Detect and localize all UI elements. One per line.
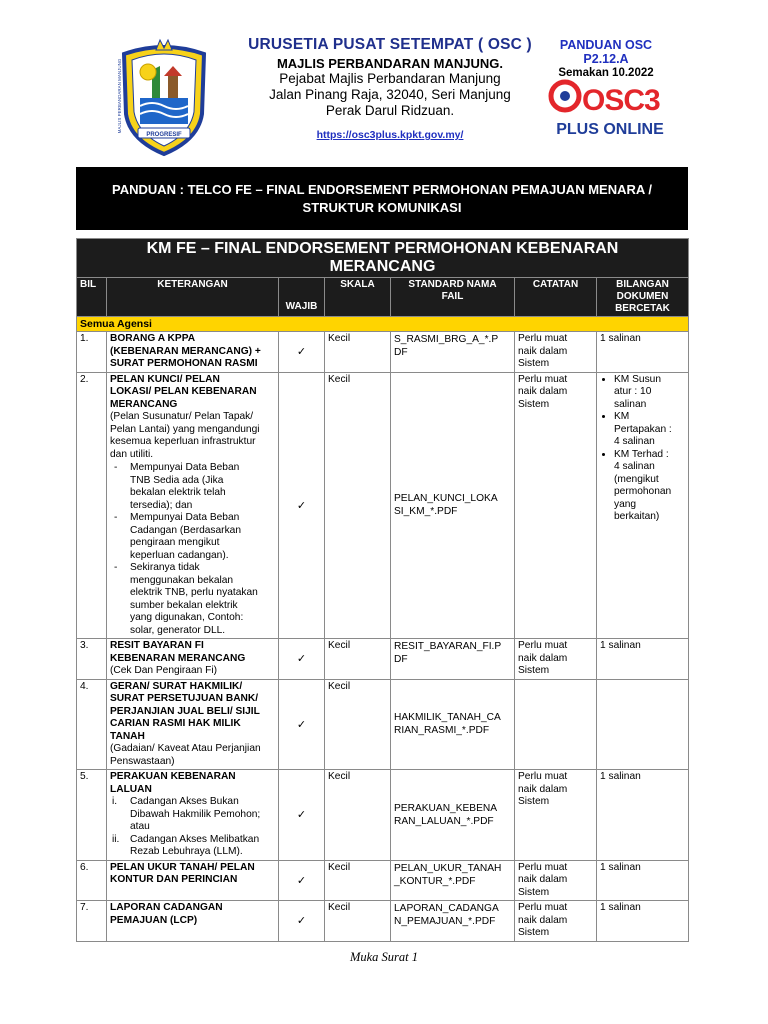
row-title: KEBENARAN MERANCANG (110, 652, 246, 664)
catatan-line: naik dalam (518, 386, 568, 397)
col-standard-line-2: FAIL (441, 291, 464, 302)
row-file-name (391, 860, 515, 901)
copies-item: • KM Pertapakan : 4 salinan (614, 411, 685, 449)
row-catatan (515, 372, 597, 639)
catatan-line: naik dalam (518, 874, 568, 885)
copies-list (600, 374, 685, 524)
catatan-line: naik dalam (518, 914, 568, 926)
row-title: RESIT BAYARAN FI (110, 640, 204, 651)
table-title-row (77, 239, 689, 278)
row-title: LOKASI/ PELAN KEBENARAN (110, 386, 257, 397)
row-title: PELAN UKUR TANAH/ PELAN (110, 861, 255, 873)
crest-ring-text: MAJLIS PERBANDARAN MANJUNG (117, 58, 122, 134)
table-row (77, 770, 689, 861)
row-title: MERANCANG (110, 398, 178, 410)
crest-motto: PROGRESIF (146, 132, 182, 138)
access-case-item: ii. Cadangan Akses Melibatkan Rezab Lebuhraya (LLM). (112, 833, 260, 857)
file-name-line: PELAN_UKUR_TANAH (394, 862, 502, 874)
row-number: 6. (77, 860, 107, 901)
file-name-line: HAKMILIK_TANAH_CA (394, 712, 501, 724)
document-checklist-table (76, 238, 689, 942)
row-title: TANAH (110, 730, 145, 742)
row-bilangan: 1 salinan (597, 639, 689, 680)
copies-item: • KM Susun atur : 10 salinan (614, 374, 685, 412)
council-crest-logo (112, 36, 216, 160)
wajib-check-icon: ✓ (279, 332, 325, 373)
row-title: PEMAJUAN (LCP) (110, 914, 198, 926)
plus-online-text: PLUS ONLINE (556, 121, 664, 138)
catatan-line: Perlu muat (518, 902, 568, 913)
table-row (77, 639, 689, 680)
row-note: dan utiliti. (110, 448, 154, 460)
row-title: SURAT PERSETUJUAN BANK/ (110, 693, 259, 704)
row-number: 3. (77, 639, 107, 680)
row-title: KONTUR DAN PERINCIAN (110, 874, 238, 885)
row-description (107, 901, 279, 942)
row-file-name (391, 679, 515, 770)
catatan-line: Sistem (518, 796, 550, 807)
col-keterangan: KETERANGAN (107, 278, 279, 317)
col-bilangan-line-1: BILANGAN (616, 279, 669, 290)
table-title-line-1: KM FE – FINAL ENDORSEMENT PERMOHONAN KEBENARAN (146, 240, 619, 257)
file-name-line: PELAN_KUNCI_LOKA (394, 493, 498, 505)
row-title: GERAN/ SURAT HAKMILIK/ (110, 680, 243, 692)
table-row (77, 332, 689, 373)
row-title: LALUAN (110, 783, 152, 795)
wajib-check-icon: ✓ (279, 679, 325, 770)
row-skala: Kecil (325, 639, 391, 680)
portal-link[interactable]: https://osc3plus.kpkt.gov.my/ (316, 129, 464, 141)
catatan-line: Sistem (518, 927, 550, 938)
row-bilangan: 1 salinan (597, 860, 689, 901)
catatan-line: naik dalam (518, 345, 568, 357)
col-skala: SKALA (325, 278, 391, 317)
wajib-check-icon: ✓ (279, 639, 325, 680)
row-note: (Gadaian/ Kaveat Atau Perjanjian (110, 743, 261, 754)
row-skala: Kecil (325, 901, 391, 942)
file-name-line: RIAN_RASMI_*.PDF (394, 725, 490, 737)
row-catatan (515, 639, 597, 680)
organisation-name: URUSETIA PUSAT SETEMPAT ( OSC ) (248, 36, 532, 53)
row-skala: Kecil (325, 860, 391, 901)
col-wajib: WAJIB (279, 278, 325, 317)
row-catatan (515, 860, 597, 901)
council-name: MAJLIS PERBANDARAN MANJUNG. (276, 56, 504, 71)
access-case-item: i. Cadangan Akses Bukan Dibawah Hakmilik Pemohon; atau (112, 796, 261, 832)
row-description (107, 332, 279, 373)
catatan-line: Perlu muat (518, 771, 568, 782)
row-note: Penswastaan) (110, 755, 175, 767)
table-row (77, 679, 689, 770)
section-row (77, 317, 689, 332)
row-bilangan: 1 salinan (597, 901, 689, 942)
row-note: Pelan Lantai) yang mengandungi (110, 423, 260, 435)
table-row (77, 901, 689, 942)
row-title: SURAT PERMOHONAN RASMI (110, 358, 258, 369)
document-reference (536, 38, 676, 79)
row-file-name (391, 372, 515, 639)
row-catatan (515, 332, 597, 373)
guide-title-banner (76, 167, 688, 230)
table-row (77, 860, 689, 901)
file-name-line: S_RASMI_BRG_A_*.P (394, 334, 499, 345)
row-file-name (391, 639, 515, 680)
row-file-name (391, 901, 515, 942)
col-bilangan-dokumen (597, 278, 689, 317)
col-bil: BIL (77, 278, 107, 317)
catatan-line: naik dalam (518, 783, 568, 795)
section-label: Semua Agensi (77, 317, 689, 332)
row-number: 5. (77, 770, 107, 861)
row-bilangan: 1 salinan (597, 332, 689, 373)
row-file-name (391, 770, 515, 861)
file-name-line: DF (394, 347, 408, 358)
col-bilangan-line-2: DOKUMEN (616, 291, 669, 302)
file-name-line: PERAKUAN_KEBENA (394, 802, 498, 814)
row-catatan (515, 770, 597, 861)
row-skala: Kecil (325, 332, 391, 373)
address-line-2: Jalan Pinang Raja, 32040, Seri Manjung (269, 87, 511, 102)
catatan-line: naik dalam (518, 652, 568, 664)
table-header-row (77, 278, 689, 317)
row-description (107, 679, 279, 770)
row-number: 2. (77, 372, 107, 639)
requirement-item: - Sekiranya tidak menggunakan bekalan elektrik TNB, perlu nyatakan sumber bekalan elektrik yang digunakan, Contoh: solar, generator DLL. (130, 562, 275, 637)
wajib-check-icon: ✓ (279, 860, 325, 901)
catatan-line: Perlu muat (518, 640, 568, 651)
table-row (77, 372, 689, 639)
banner-line-2: STRUKTUR KOMUNIKASI (302, 199, 462, 215)
catatan-line: Sistem (518, 358, 550, 369)
file-name-line: N_PEMAJUAN_*.PDF (394, 916, 496, 927)
wajib-check-icon: ✓ (279, 770, 325, 861)
file-name-line: RAN_LALUAN_*.PDF (394, 815, 494, 827)
row-number: 1. (77, 332, 107, 373)
row-title: BORANG A KPPA (110, 333, 196, 344)
row-description (107, 372, 279, 639)
letterhead (240, 36, 540, 143)
row-title: PELAN KUNCI/ PELAN (110, 373, 220, 385)
row-title: CARIAN RASMI HAK MILIK (110, 718, 241, 729)
row-title: PERJANJIAN JUAL BELI/ SIJIL (110, 705, 260, 717)
access-case-list (110, 796, 275, 859)
osc3-mark: OSC3 (582, 84, 660, 117)
row-skala: Kecil (325, 372, 391, 639)
row-description (107, 770, 279, 861)
row-note: (Cek Dan Pengiraan Fi) (110, 665, 218, 676)
catatan-line: Sistem (518, 398, 550, 410)
catatan-line: Sistem (518, 886, 550, 898)
row-title: PERAKUAN KEBENARAN (110, 771, 236, 782)
address-line-1: Pejabat Majlis Perbandaran Manjung (279, 71, 501, 86)
row-description (107, 639, 279, 680)
row-number: 7. (77, 901, 107, 942)
row-title: LAPORAN CADANGAN (110, 902, 223, 913)
copies-item: • KM Terhad : 4 salinan (mengikut permohonan yang berkaitan) (614, 449, 685, 524)
row-title: (KEBENARAN MERANCANG) + (110, 345, 261, 357)
file-name-line: RESIT_BAYARAN_FI.P (394, 641, 502, 652)
col-standard-line-1: STANDARD NAMA (408, 279, 497, 290)
wajib-check-icon: ✓ (279, 901, 325, 942)
row-file-name (391, 332, 515, 373)
row-bilangan: 1 salinan (597, 770, 689, 861)
row-bilangan (597, 372, 689, 639)
file-name-line: _KONTUR_*.PDF (394, 875, 476, 887)
osc3-plus-online-logo (548, 76, 676, 138)
row-note: kesemua keperluan infrastruktur (110, 436, 256, 447)
row-skala: Kecil (325, 679, 391, 770)
banner-line-1: PANDUAN : TELCO FE – FINAL ENDORSEMENT PERMOHONAN PEMAJUAN MENARA / (111, 181, 652, 197)
wajib-check-icon: ✓ (279, 372, 325, 639)
requirement-list (110, 462, 275, 637)
file-name-line: SI_KM_*.PDF (394, 506, 458, 518)
row-skala: Kecil (325, 770, 391, 861)
file-name-line: DF (394, 654, 408, 665)
catatan-line: Perlu muat (518, 333, 568, 344)
address-line-3: Perak Darul Ridzuan. (325, 103, 455, 118)
row-bilangan (597, 679, 689, 770)
requirement-item: - Mempunyai Data Beban Cadangan (Berdasarkan pengiraan mengikut keperluan cadangan). (130, 512, 275, 562)
page-number: Muka Surat 1 (349, 950, 419, 964)
row-note: (Pelan Susunatur/ Pelan Tapak/ (110, 411, 254, 422)
reference-code: PANDUAN OSC P2.12.A (559, 38, 653, 66)
row-description (107, 860, 279, 901)
file-name-line: LAPORAN_CADANGA (394, 903, 499, 914)
col-standard-nama-fail (391, 278, 515, 317)
col-catatan: CATATAN (515, 278, 597, 317)
catatan-line: Perlu muat (518, 373, 568, 385)
requirement-item: - Mempunyai Data Beban TNB Sedia ada (Jika bekalan elektrik telah tersedia); dan (130, 462, 275, 512)
revision-label: Semakan 10.2022 (558, 67, 654, 79)
row-catatan (515, 901, 597, 942)
col-bilangan-line-3: BERCETAK (615, 303, 670, 314)
row-number: 4. (77, 679, 107, 770)
row-catatan (515, 679, 597, 770)
catatan-line: Perlu muat (518, 861, 568, 873)
catatan-line: Sistem (518, 665, 550, 676)
table-title-line-2: MERANCANG (329, 258, 436, 275)
